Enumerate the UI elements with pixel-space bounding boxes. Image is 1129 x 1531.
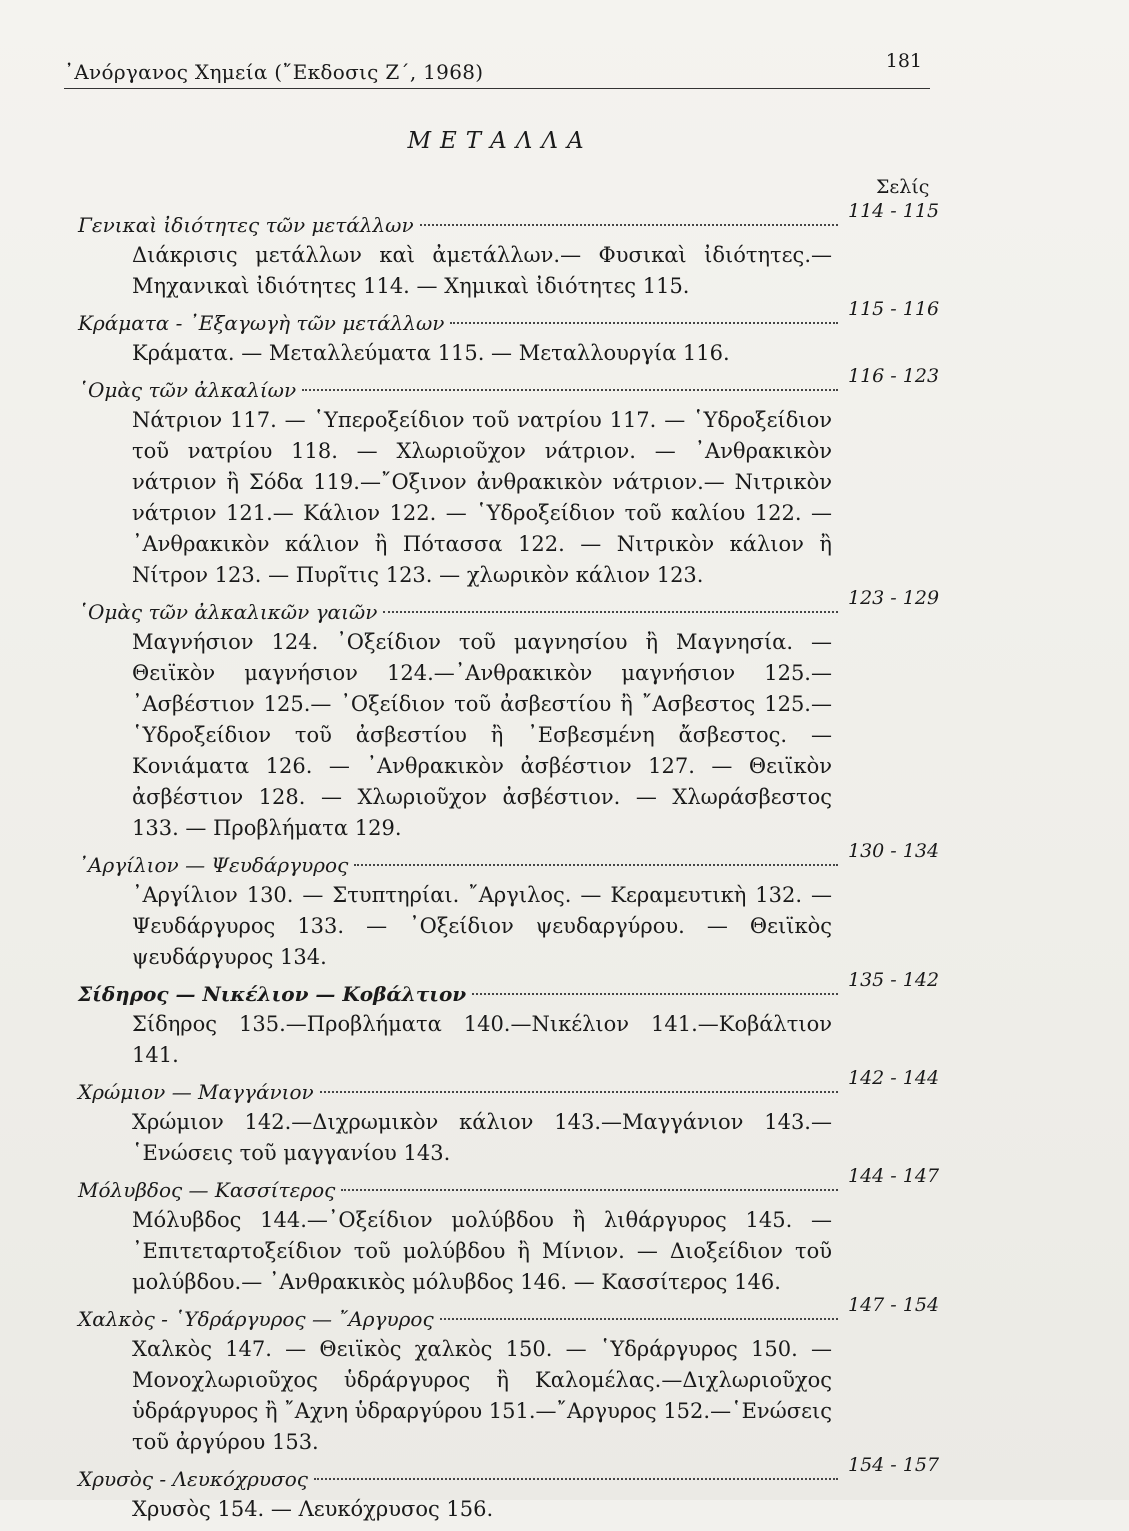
entry-heading: Γενικαὶ ἰδιότητες τῶν μετάλλων bbox=[78, 213, 414, 237]
toc-entry bbox=[78, 200, 958, 302]
entry-heading: Χρυσὸς - Λευκόχρυσος bbox=[78, 1467, 308, 1491]
toc-entry bbox=[78, 1294, 958, 1458]
toc-entry bbox=[78, 365, 958, 591]
entry-description: Διάκρισις μετάλλων καὶ ἀμετάλλων.— Φυσικαὶ ἰδιότητες.— Μηχανικαὶ ἰδιότητες 114. — Χημικαὶ ἰδιότητες 115. bbox=[132, 243, 832, 298]
dot-leader bbox=[341, 1189, 838, 1191]
toc-entry bbox=[78, 1165, 958, 1298]
dot-leader bbox=[314, 1478, 838, 1480]
entry-heading: Χρώμιον — Μαγγάνιον bbox=[78, 1080, 314, 1104]
entry-description: ᾿Αργίλιον 130. — Στυπτηρίαι. ῎Αργιλος. — Κεραμευτικὴ 132. — Ψευδάργυρος 133. — ᾿Οξείδιον ψευδαργύρου. — Θειϊκὸς ψευδάργυρος 134. bbox=[132, 883, 832, 969]
entry-description: Χρυσὸς 154. — Λευκόχρυσος 156. bbox=[132, 1497, 494, 1521]
entry-heading: Χαλκὸς - ῾Υδράργυρος — ῎Αργυρος bbox=[78, 1307, 434, 1331]
entry-page-range: 142 - 144 bbox=[848, 1067, 940, 1089]
entry-page-range: 154 - 157 bbox=[848, 1454, 940, 1476]
entry-description: Χαλκὸς 147. — Θειϊκὸς χαλκὸς 150. — ῾Υδράργυρος 150. — Μονοχλωριοῦχος ὑδράργυρος ἢ Καλομέλας.—Διχλωριοῦχος ὑδράργυρος ἢ ῎Αχνη ὑδραργύρου 151.—῎Αργυρος 152.—῾Ενώσεις τοῦ ἀργύρου 153. bbox=[132, 1337, 832, 1454]
section-title: ΜΕΤΑΛΛΑ bbox=[407, 128, 593, 154]
entry-description: Νάτριον 117. — ῾Υπεροξείδιον τοῦ νατρίου 117. — ῾Υδροξείδιον τοῦ νατρίου 118. — Χλωριοῦχον νάτριον. — ᾿Ανθρακικὸν νάτριον ἢ Σόδα 119.—῎Οξινον ἀνθρακικὸν νάτριον.— Νιτρικὸν νάτριον 121.— Κάλιον 122. — ῾Υδροξείδιον τοῦ καλίου 122. — ᾿Ανθρακικὸν κάλιον ἢ Πότασσα 122. — Νιτρικὸν κάλιον ἢ Νίτρον 123. — Πυρῖτις 123. — χλωρικὸν κάλιον 123. bbox=[132, 408, 832, 587]
dot-leader bbox=[354, 864, 838, 866]
dot-leader bbox=[302, 389, 838, 391]
entry-heading: ᾿Αργίλιον — Ψευδάργυρος bbox=[78, 853, 349, 877]
entry-page-range: 114 - 115 bbox=[848, 200, 940, 222]
dot-leader bbox=[440, 1318, 838, 1320]
entry-description: Χρώμιον 142.—Διχρωμικὸν κάλιον 143.—Μαγγάνιον 143.—῾Ενώσεις τοῦ μαγγανίου 143. bbox=[132, 1110, 832, 1165]
entry-page-range: 115 - 116 bbox=[848, 298, 940, 320]
dot-leader bbox=[472, 993, 838, 995]
entry-page-range: 130 - 134 bbox=[848, 840, 940, 862]
entry-page-range: 135 - 142 bbox=[848, 969, 940, 991]
entry-heading: ῾Ομὰς τῶν ἀλκαλίων bbox=[78, 378, 297, 402]
pages-column-label: Σελίς bbox=[876, 176, 930, 198]
entry-page-range: 147 - 154 bbox=[848, 1294, 940, 1316]
dot-leader bbox=[383, 611, 838, 613]
toc-entry bbox=[78, 969, 958, 1071]
dot-leader bbox=[420, 224, 838, 226]
toc-entry bbox=[78, 1454, 958, 1525]
entry-heading: ῾Ομὰς τῶν ἀλκαλικῶν γαιῶν bbox=[78, 600, 378, 624]
entry-description: Κράματα. — Μεταλλεύματα 115. — Μεταλλουργία 116. bbox=[132, 341, 730, 365]
entry-page-range: 116 - 123 bbox=[848, 365, 940, 387]
book-title: ᾿Ανόργανος Χημεία (῎Εκδοσις Ζ΄, 1968) bbox=[64, 60, 484, 84]
toc-entry bbox=[78, 840, 958, 973]
running-header bbox=[64, 50, 930, 89]
entry-heading: Σίδηρος — Νικέλιον — Κοβάλτιον bbox=[78, 982, 467, 1006]
entry-description: Μαγνήσιον 124. ᾿Οξείδιον τοῦ μαγνησίου ἢ Μαγνησία. — Θειϊκὸν μαγνήσιον 124.—᾿Ανθρακικὸν μαγνήσιον 125.—᾿Ασβέστιον 125.— ᾿Οξείδιον τοῦ ἀσβεστίου ἢ ῎Ασβεστος 125.—῾Υδροξείδιον τοῦ ἀσβεστίου ἢ ᾿Εσβεσμένη ἄσβεστος. — Κονιάματα 126. — ᾿Ανθρακικὸν ἀσβέστιον 127. — Θειϊκὸν ἀσβέστιον 128. — Χλωριοῦχον ἀσβέστιον. — Χλωράσβεστος 133. — Προβλήματα 129. bbox=[132, 630, 832, 840]
entry-description: Μόλυβδος 144.—᾿Οξείδιον μολύβδου ἢ λιθάργυρος 145. — ᾿Επιτεταρτοξείδιον τοῦ μολύβδου ἢ Μίνιον. — Διοξείδιον τοῦ μολύβδου.— ᾿Ανθρακικὸς μόλυβδος 146. — Κασσίτερος 146. bbox=[132, 1208, 832, 1294]
table-of-contents bbox=[78, 200, 958, 1531]
toc-entry bbox=[78, 298, 958, 369]
entry-page-range: 123 - 129 bbox=[848, 587, 940, 609]
entry-heading: Μόλυβδος — Κασσίτερος bbox=[78, 1178, 336, 1202]
page-number: 181 bbox=[885, 50, 922, 72]
entry-heading: Κράματα - ᾿Εξαγωγὴ τῶν μετάλλων bbox=[78, 311, 445, 335]
entry-page-range: 144 - 147 bbox=[848, 1165, 940, 1187]
dot-leader bbox=[320, 1091, 838, 1093]
toc-entry bbox=[78, 587, 958, 844]
entry-description: Σίδηρος 135.—Προβλήματα 140.—Νικέλιον 141.—Κοβάλτιον 141. bbox=[132, 1012, 832, 1067]
dot-leader bbox=[450, 322, 838, 324]
toc-entry bbox=[78, 1067, 958, 1169]
